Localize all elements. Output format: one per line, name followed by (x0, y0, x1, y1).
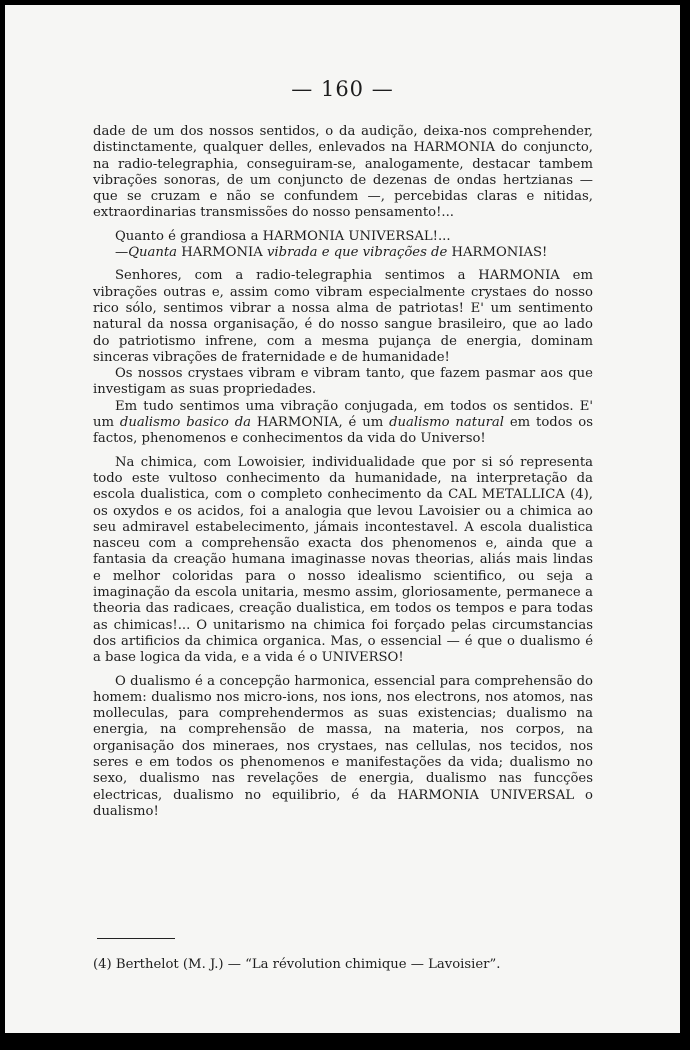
quanta-tail: HARMONIAS! (451, 245, 548, 261)
em-tudo-italic-2: dualismo natural (389, 415, 504, 431)
page-number: — 160 — (291, 77, 394, 101)
paragraph-quanta (93, 245, 593, 261)
paragraph-dualismo: O dualismo é a concepção harmonica, essencial para comprehensão do homem: dualismo nos micro-ions, nos ions, nos electrons, nos atomos, nas molleculas, para comprehendermos as suas existencias; dualismo na energia, na comprehensão de massa, na materia, nos corpos, na organisação dos mineraes, nos crystaes, nas cellulas, nos tecidos, nos seres e em todos os phenomenos e manifestações da vida; dualismo no sexo, dualismo nas revelações de energia, dualismo nas funcções electricas, dualismo no equilibrio, é da HARMONIA UNIVERSAL o dualismo! (93, 673, 593, 819)
em-tudo-end: em todos os factos, phenomenos e conhecimentos da vida do Universo! (93, 415, 594, 447)
footnote: (4) Berthelot (M. J.) — “La révolution chimique — Lavoisier”. (93, 957, 501, 972)
body-text (93, 124, 593, 820)
em-tudo-start: Em tudo sentimos uma vibração conjugada, em todos os sentidos. E' um (93, 398, 593, 431)
quanta-caps: HARMONIA (181, 245, 263, 261)
paragraph-chimica: Na chimica, com Lowoisier, individualidade que por si só representa todo este vultoso conhecimento da humanidade, na interpretação da escola dualistica, com o completo conhecimento da CAL METALLICA (4), os oxydos e os acidos, foi a analogia que levou Lavoisier ou a chimica ao seu admiravel estabelecimento, jámais incontestavel. A escola dualistica nasceu com a comprehensão exacta dos phenomenos e, ainda que a fantasia da creação humana imaginasse novas theorias, aliás mais lindas e melhor coloridas para o nosso idealismo scientifico, ou seja a imaginação da escola unitaria, mesmo assim, gloriosamente, permanece a theoria das radicaes, creação dualistica, em todos os tempos e para todas as chimicas!... O unitarismo na chimica foi forçado pelas circumstancias dos artificios da chimica organica. Mas, o essencial — é que o dualismo é a base logica da vida, e a vida é o UNIVERSO! (93, 454, 593, 666)
paragraph-em-tudo (93, 399, 593, 448)
book-page (5, 5, 680, 1033)
paragraph-crystaes: Os nossos crystaes vibram e vibram tanto, que fazem pasmar aos que investigam as suas propriedades. (93, 366, 593, 398)
em-tudo-mid: HARMONIA, é um (256, 415, 384, 431)
em-tudo-italic-1: dualismo basico da (119, 415, 252, 431)
paragraph-grandiosa: Quanto é grandiosa a HARMONIA UNIVERSAL!... (115, 228, 451, 244)
footnote-rule (97, 938, 175, 939)
quanta-italic-1: —Quanta (115, 245, 178, 261)
paragraph-radio: dade de um dos nossos sentidos, o da audição, deixa-nos comprehender, distinctamente, qualquer delles, enlevados na HARMONIA do conjuncto, na radio-telegraphia, conseguiram-se, analogamente, destacar tambem vibrações sonoras, de um conjuncto de dezenas de ondas hertzianas — que se cruzam e não se confundem —, percebidas claras e nitidas, extraordinarias transmissões do nosso pensamento!... (93, 124, 593, 221)
paragraph-senhores: Senhores, com a radio-telegraphia sentimos a HARMONIA em vibrações outras e, assim como vibram especialmente crystaes do nosso rico sólo, sentimos vibrar a nossa alma de patriotas! E' um sentimento natural da nossa organisação, é do nosso sangue brasileiro, que ao lado do patriotismo infrene, com a mesma pujança de energia, dominam sinceras vibrações de fraternidade e de humanidade! (93, 268, 593, 365)
quanta-italic-2: vibrada e que vibrações de (266, 245, 448, 261)
